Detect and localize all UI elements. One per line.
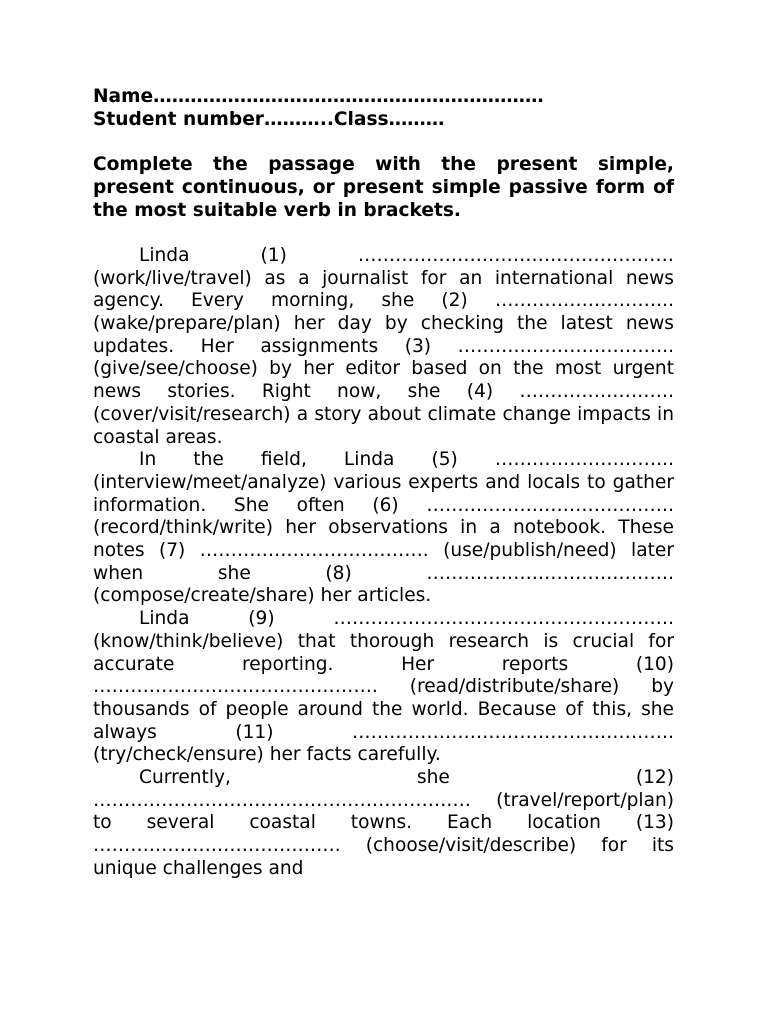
passage-paragraph-3: Linda (9) ………………………………………………. (know/think/believe) that thorough research is crucial for accurate reporting. Her reports (10) ………………………………………. (read/distribute/share) by thousands of people around the world. Because of this, she always (11) ……………………………………………. (try/check/ensure) her facts carefully.	[93, 608, 674, 766]
worksheet-page	[93, 86, 674, 881]
student-number-class-line: Student number………..Class………	[93, 108, 445, 130]
name-line: Name………………………………………………………	[93, 86, 544, 107]
passage-paragraph-4: Currently, she (12) ……………………………………………………. (travel/report/plan) to several coastal towns. Each location (13) …………………………………. (choose/visit/describe) for its unique challenges and	[93, 767, 674, 879]
passage-paragraph-2: In the field, Linda (5) ……………………….. (interview/meet/analyze) various experts and locals to gather information. She often (6) …………………………………. (record/think/write) her observations in a notebook. These notes (7) ………………………………. (use/publish/need) later when she (8) …………………………………. (compose/create/share) her articles.	[93, 449, 674, 607]
passage	[93, 245, 674, 881]
passage-paragraph-1: Linda (1) …………………………………………… (work/live/travel) as a journalist for an international news agency. Every morning, she (2) ……………………….. (wake/prepare/plan) her day by checking the latest news updates. Her assignments (3) …………………………….. (give/see/choose) by her editor based on the most urgent news stories. Right now, she (4) ……………………. (cover/visit/research) a story about climate change impacts in coastal areas.	[93, 244, 674, 448]
instruction-text: Complete the passage with the present simple, present continuous, or present simple passive form of the most suitable verb in brackets.	[93, 154, 674, 221]
